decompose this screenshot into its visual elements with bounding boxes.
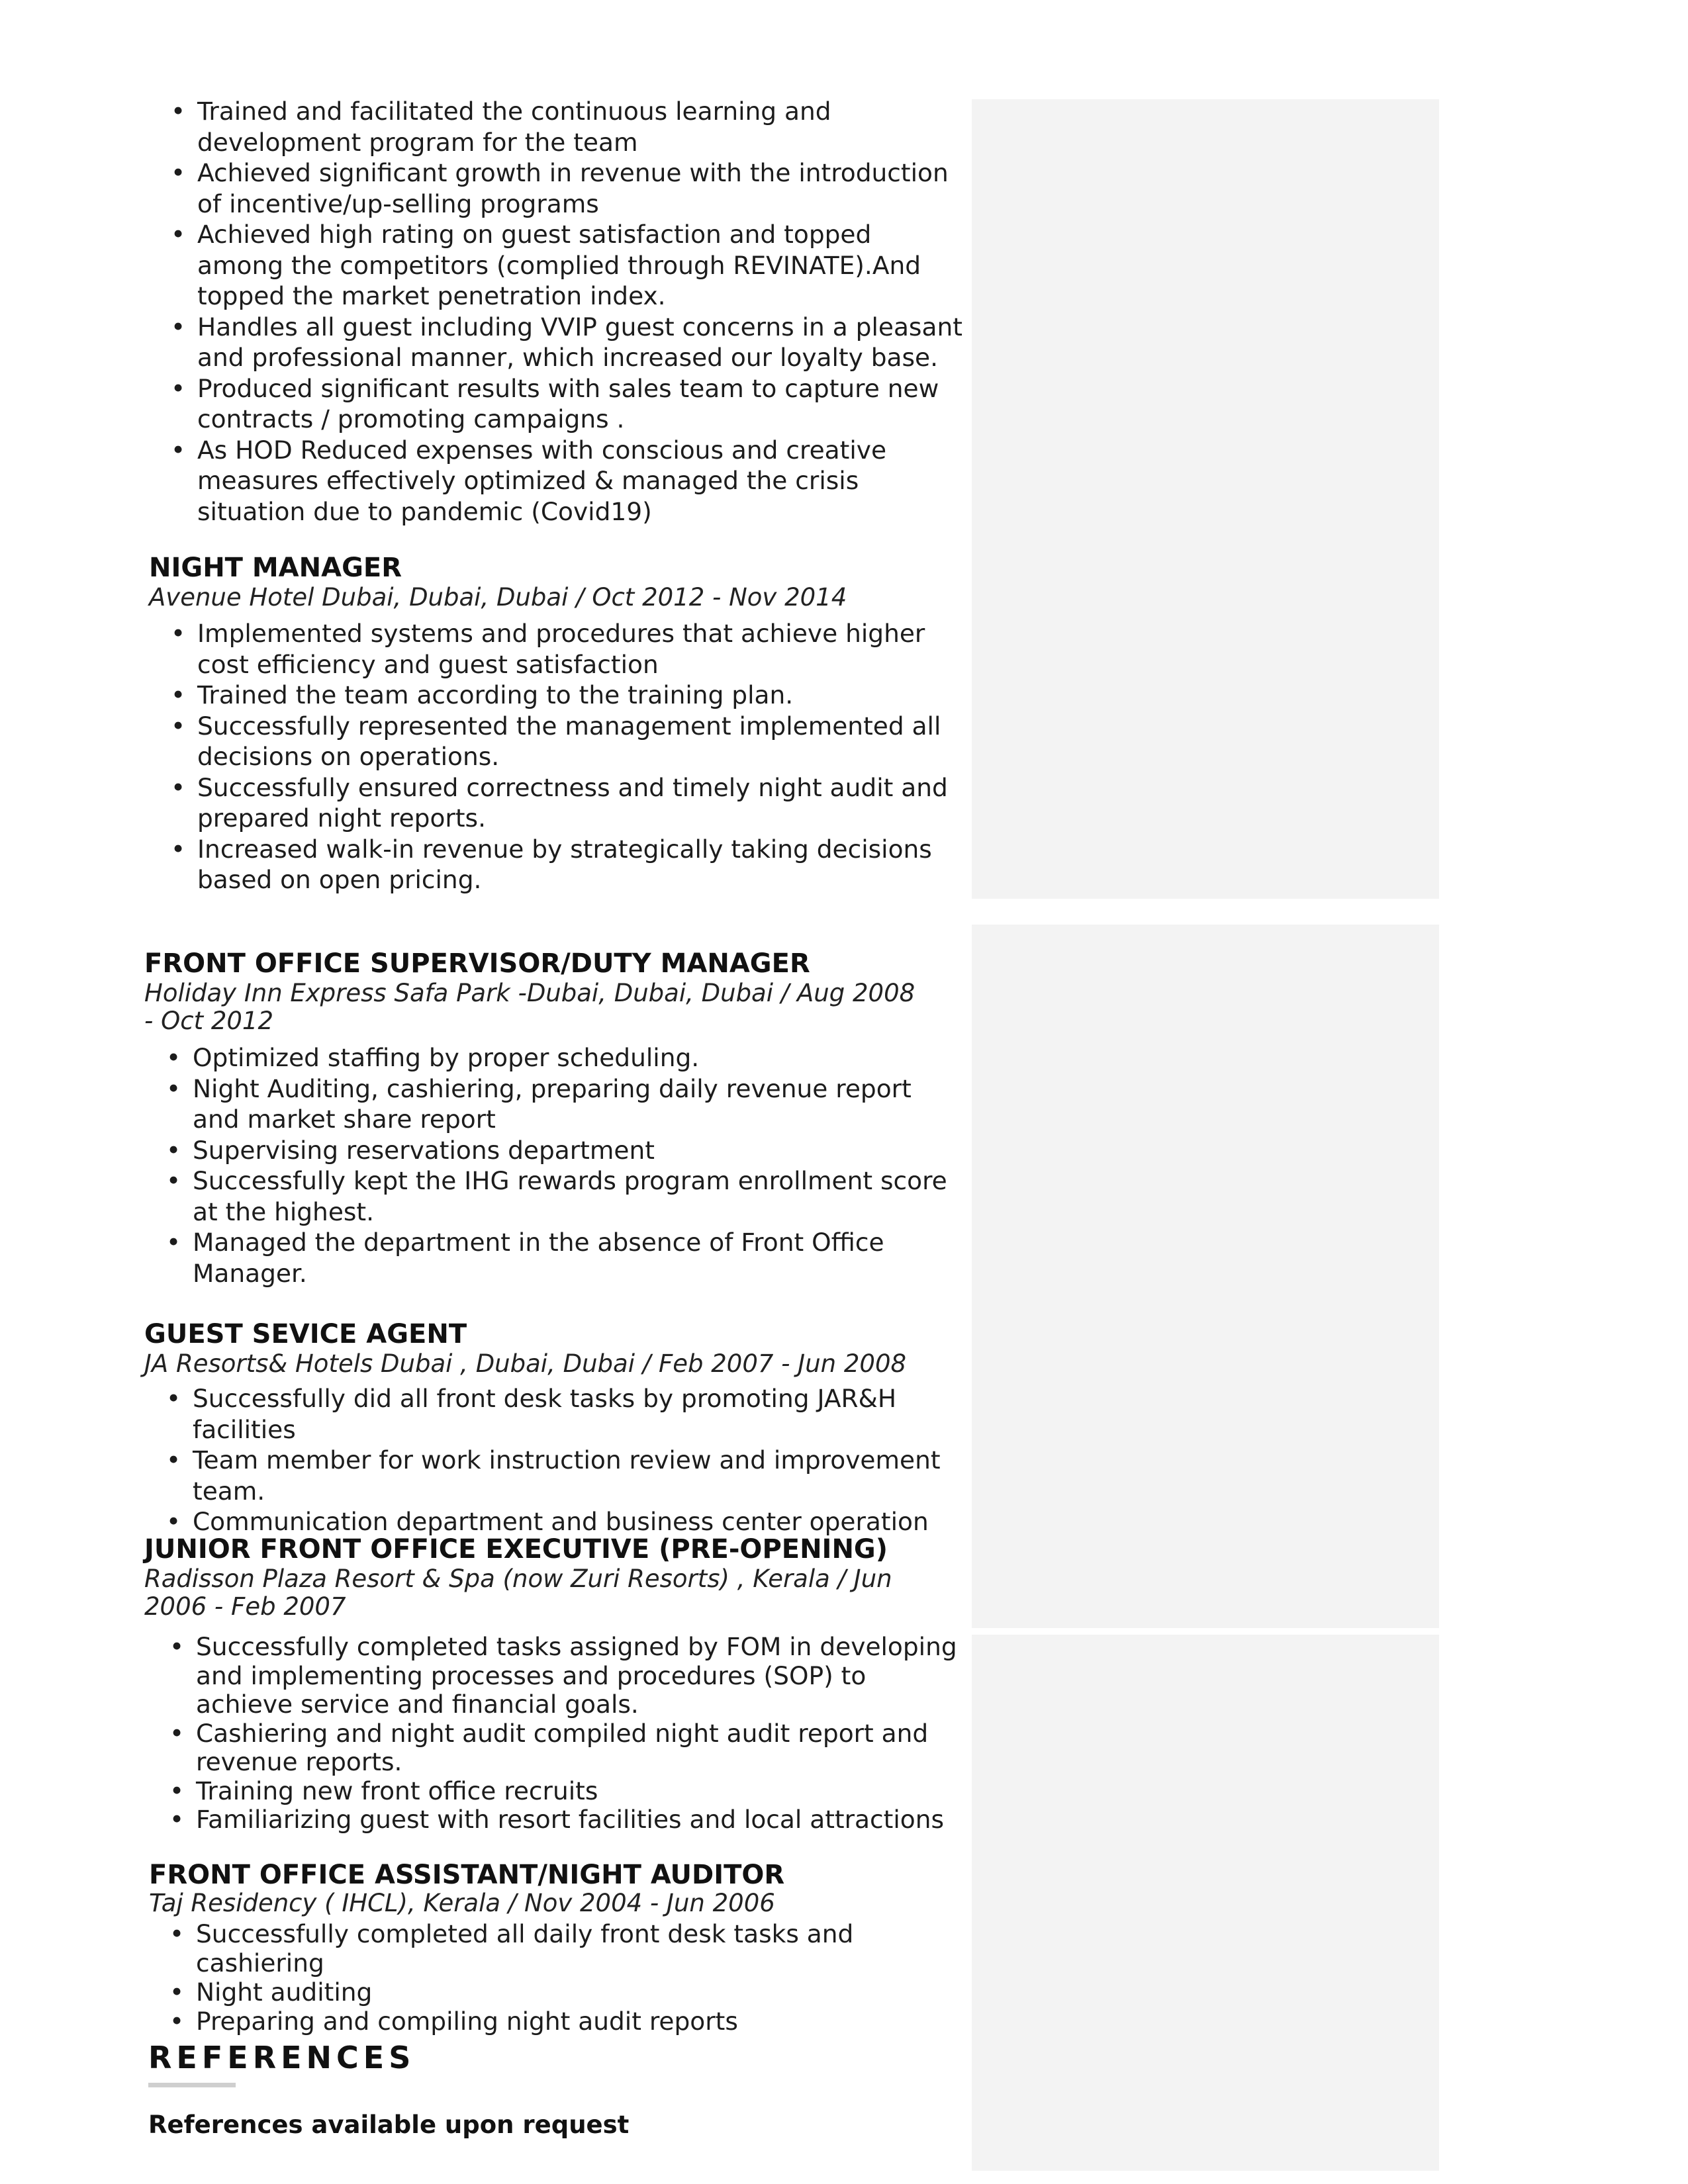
side-panel xyxy=(972,99,1439,899)
bullet-item: • Trained the team according to the training plan. xyxy=(197,680,965,711)
bullet-item: • As HOD Reduced expenses with conscious and creative measures effectively optimized & managed the crisis situation due to pandemic (Covid19) xyxy=(197,435,965,527)
side-panel xyxy=(972,925,1439,1628)
job-bullets xyxy=(196,1919,964,2036)
bullet-item: • Familiarizing guest with resort facilities and local attractions xyxy=(196,1805,964,1835)
section-divider xyxy=(148,2083,236,2087)
job-title: NIGHT MANAGER xyxy=(149,553,402,583)
job-title: FRONT OFFICE SUPERVISOR/DUTY MANAGER xyxy=(144,948,810,979)
bullet-item: • Successfully kept the IHG rewards program enrollment score at the highest. xyxy=(193,1165,961,1227)
side-panel xyxy=(972,1635,1439,2171)
bullet-item: • Successfully completed all daily front desk tasks and cashiering xyxy=(196,1919,964,1978)
job-employer-dates: Holiday Inn Express Safa Park -Dubai, Dubai, Dubai / Aug 2008 - Oct 2012 xyxy=(144,979,915,1035)
job-bullets xyxy=(193,1383,961,1537)
bullet-item: • Preparing and compiling night audit reports xyxy=(196,2007,964,2036)
bullet-item: • Successfully completed tasks assigned by FOM in developing and implementing processes and procedures (SOP) to achieve service and financial goals. xyxy=(196,1633,964,1719)
bullet-item: • Supervising reservations department xyxy=(193,1135,961,1166)
bullet-item: • Managed the department in the absence of Front Office Manager. xyxy=(193,1227,961,1289)
bullet-item: • Successfully did all front desk tasks by promoting JAR&H facilities xyxy=(193,1383,961,1445)
job-employer-dates: Taj Residency ( IHCL), Kerala / Nov 2004 - Jun 2006 xyxy=(149,1889,775,1917)
job-employer-dates: Radisson Plaza Resort & Spa (now Zuri Resorts) , Kerala / Jun 2006 - Feb 2007 xyxy=(144,1565,892,1621)
job-title: FRONT OFFICE ASSISTANT/NIGHT AUDITOR xyxy=(149,1860,785,1890)
bullet-item: • Produced significant results with sales team to capture new contracts / promoting campaigns . xyxy=(197,373,965,435)
job-title: JUNIOR FRONT OFFICE EXECUTIVE (PRE-OPENING) xyxy=(144,1534,888,1565)
bullet-item: • Implemented systems and procedures that achieve higher cost efficiency and guest satisfaction xyxy=(197,618,965,680)
bullet-item: • Training new front office recruits xyxy=(196,1777,964,1806)
bullet-item: • Communication department and business center operation xyxy=(193,1506,961,1537)
bullet-item: • Night Auditing, cashiering, preparing daily revenue report and market share report xyxy=(193,1073,961,1135)
bullet-item: • Cashiering and night audit compiled night audit report and revenue reports. xyxy=(196,1719,964,1777)
bullet-item: • Successfully ensured correctness and timely night audit and prepared night reports. xyxy=(197,772,965,834)
bullet-item: • Trained and facilitated the continuous learning and development program for the team xyxy=(197,96,965,158)
bullet-item: • Night auditing xyxy=(196,1978,964,2007)
bullet-item: • Optimized staffing by proper scheduling. xyxy=(193,1042,961,1073)
job-employer-dates: JA Resorts& Hotels Dubai , Dubai, Dubai / Feb 2007 - Jun 2008 xyxy=(144,1349,907,1378)
job-bullets xyxy=(193,1042,961,1289)
job-bullets xyxy=(197,96,965,527)
job-employer-dates: Avenue Hotel Dubai, Dubai, Dubai / Oct 2012 - Nov 2014 xyxy=(149,583,847,612)
bullet-item: • Team member for work instruction review and improvement team. xyxy=(193,1445,961,1506)
bullet-item: • Handles all guest including VVIP guest concerns in a pleasant and professional manner, which increased our loyalty base. xyxy=(197,312,965,373)
job-bullets xyxy=(196,1633,964,1835)
job-bullets xyxy=(197,618,965,895)
bullet-item: • Achieved significant growth in revenue with the introduction of incentive/up-selling programs xyxy=(197,158,965,219)
bullet-item: • Increased walk-in revenue by strategically taking decisions based on open pricing. xyxy=(197,834,965,895)
job-title: GUEST SEVICE AGENT xyxy=(144,1319,467,1349)
references-text: References available upon request xyxy=(148,2111,630,2139)
bullet-item: • Successfully represented the management implemented all decisions on operations. xyxy=(197,711,965,772)
bullet-item: • Achieved high rating on guest satisfaction and topped among the competitors (complied through REVINATE).And topped the market penetration index. xyxy=(197,219,965,312)
references-heading: REFERENCES xyxy=(148,2040,416,2075)
